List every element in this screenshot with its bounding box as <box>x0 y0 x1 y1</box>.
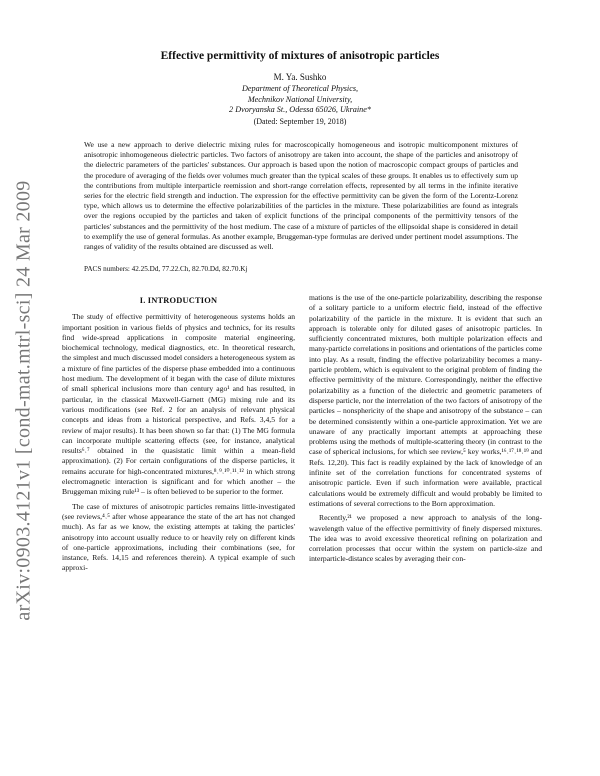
body-paragraph: The case of mixtures of anisotropic particles remains little-investigated (see reviews,⁴˒⁵ after whose appearance the state of the art has not changed much). As far as we know, the existing attempts at taking the particles' anisotropy into account usually reduce to or heavily rely on different kinds of one-particle approximations, including their combinations (see, for instance, Refs. 14,15 and references therein). A typical example of such approxi- <box>62 501 295 573</box>
right-column <box>309 293 542 565</box>
affiliation <box>60 84 540 116</box>
section-heading: I. INTRODUCTION <box>139 296 218 305</box>
body-paragraph: The study of effective permittivity of heterogeneous systems holds an important position in various fields of physics and technics, for its results find wide-spread applications in composite material engineering, biochemical technology, medical diagnostics, etc. In theoretical research, the simplest and much discussed model considers a heterogeneous system as a mixture of fine particles of the disperse phase embedded into a continuous host medium. The development of it began with the case of dilute mixtures of small spherical inclusions more than century ago¹ and has resulted, in particular, in the classical Maxwell-Garnett (MG) mixing rule and its various modifications (see Ref. 2 for an analysis of relevant physical concepts and ideas from a historical perspective, and Refs. 3,4,5 for a review of major results). It has been shown so far that: (1) The MG formula can incorporate multiple scattering effects (see, for instance, analytical results⁶˒⁷ obtained in the quasistatic limit within a mean-field approximation). (2) For certain configurations of the disperse particles, it remains accurate for high-concentrated mixtures,⁸˒⁹˒¹⁰˒¹¹˒¹² in which strong electromagnetic interaction is significant and for which another – the Bruggeman mixing rule¹³ – is often believed to be superior to the former. <box>62 312 295 497</box>
body-paragraph: Recently,²¹ we proposed a new approach to analysis of the long-wavelength value of the effective permittivity of finely dispersed mixtures. The idea was to avoid excessive theoretical refining on polarization and correlation processes that occur within the system on particle-size and interparticle-distance scales by averaging their con- <box>309 513 542 564</box>
left-column <box>62 296 295 574</box>
body-paragraph: mations is the use of the one-particle polarizability, describing the response of a solitary particle to a uniform electric field, instead of the effective polarizability of the particle in the mixture. It is evident that such an approach is tolerable only for diluted gases of anisotropic particles. In sufficiently concentrated mixtures, both multiple polarization effects and many-particle correlations in positions and orientations of the particles come into play. As a result, finding the effective polarizability becomes a many-particle problem, which is equivalent to the original problem of finding the effective permittivity of the mixture. Correspondingly, neither the effective polarizability as a function of the dielectric and geometric parameters of disperse particle, nor the interrelation of the two factors of anisotropy of the particles – nonsphericity of the shape and anisotropy of the substance – can be determined consistently within a one-particle approximation. Yet we are unaware of any practically important attempts at approaching these problems using the methods of multiple-scattering theory (in contrast to the case of spherical inclusions, for which see review,⁵ key works,¹⁶˒¹⁷˒¹⁸˒¹⁹ and Refs. 12,20). This fact is readily explained by the lack of knowledge of an infinite set of the correlation functions for concentrated systems of anisotropic particle. Even if such information were available, practical calculations would be extremely difficult and would probably be limited to estimations of several corrections to the Born approximation. <box>309 293 543 508</box>
affiliation-line: Mechnikov National University, <box>247 94 353 104</box>
pacs-numbers: PACS numbers: 42.25.Dd, 77.22.Ch, 82.70.Dd, 82.70.Kj <box>84 265 248 273</box>
abstract: We use a new approach to derive dielectric mixing rules for macroscopically homogeneous and isotropic multicomponent mixtures of anisotropic inhomogeneous dielectric particles. Two factors of anisotropy are taken into account, the shape of the particles and anisotropy of the dielectric parameters of the particles' substances. Our approach is based upon the notion of macroscopic compact groups of particles and the procedure of averaging of the fields over volumes much greater than the typical scales of these groups. It enables us to effectively sum up the contributions from multiple interparticle reemission and short-range correlation effects, represented by all terms in the infinite iterative series for the electric field strength and induction. The expression for the effective permittivity can be given the form of the Lorentz-Lorenz type, which allows us to determine the effective polarizabilities of the particles in the mixture. These polarizabilities are found as integrals over the regions occupied by the particles and taken of explicit functions of the principal components of the permittivity tensors of the particles' substances and the permittivity of the host medium. The case of a mixture of particles of the ellipsoidal shape is considered in detail to exemplify the use of general formulas. As another example, Bruggeman-type formulas are derived under pertinent model assumptions. The ranges of validity of the results obtained are discussed as well. <box>84 140 518 252</box>
affiliation-line: Department of Theoretical Physics, <box>241 84 359 93</box>
arxiv-identifier <box>4 150 44 650</box>
arxiv-identifier-text: arXiv:0903.4121v1 [cond-mat.mtrl-sci] 24 Mar 2009 <box>12 179 35 621</box>
affiliation-line: 2 Dvoryanska St., Odessa 65026, Ukraine* <box>229 105 371 114</box>
paper-title: Effective permittivity of mixtures of anisotropic particles <box>160 50 440 62</box>
date-line: (Dated: September 19, 2018) <box>253 117 347 126</box>
author-name: M. Ya. Sushko <box>273 72 327 82</box>
